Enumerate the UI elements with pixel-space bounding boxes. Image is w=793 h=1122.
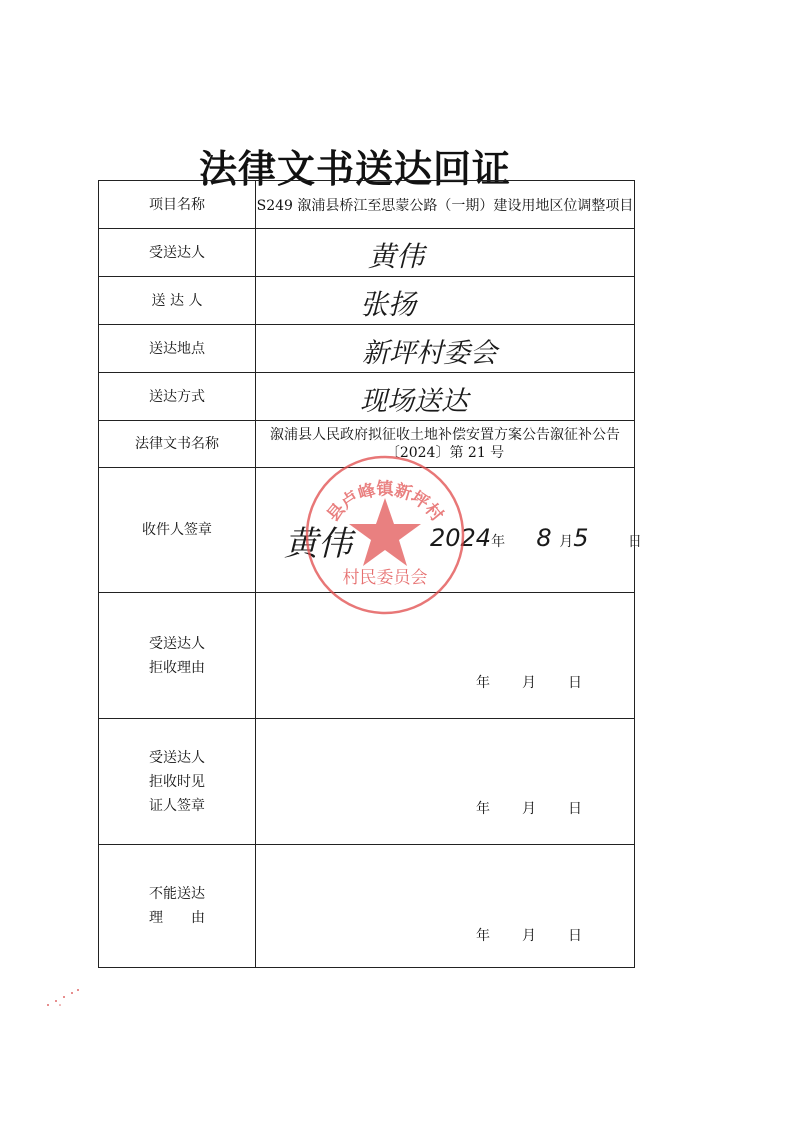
place-value-cell	[256, 325, 635, 373]
row-witness	[99, 719, 635, 845]
server-value-cell	[256, 277, 635, 325]
signature-label: 收件人签章	[99, 468, 256, 593]
recipient-handwriting: 黄伟	[368, 240, 425, 273]
witness-date	[476, 798, 582, 818]
signature-year-unit: 年	[491, 534, 506, 550]
signature-month-unit: 月	[559, 534, 574, 550]
witness-label-line2: 拒收时见	[149, 773, 205, 790]
row-place	[99, 325, 635, 373]
project-name-label: 项目名称	[99, 181, 256, 229]
witness-label	[99, 719, 256, 845]
refusal-day: 日	[568, 675, 582, 691]
recipient-label: 受送达人	[99, 229, 256, 277]
unable-label-line2: 理 由	[149, 910, 205, 926]
server-handwriting: 张扬	[360, 288, 417, 321]
refusal-label-line1: 受送达人	[149, 635, 205, 652]
witness-year: 年	[476, 801, 490, 817]
refusal-label-line2: 拒收理由	[149, 659, 205, 676]
project-name-value: S249 溆浦县桥江至思蒙公路（一期）建设用地区位调整项目	[256, 181, 635, 229]
witness-month: 月	[522, 801, 536, 817]
document-name-line2: 〔2024〕第 21 号	[385, 445, 505, 461]
signature-day-unit: 日	[627, 534, 642, 550]
row-server	[99, 277, 635, 325]
signature-year-hw: 2024	[430, 524, 492, 552]
row-method	[99, 373, 635, 421]
document-title: 法律文书送达回证	[198, 146, 511, 191]
refusal-label	[99, 593, 256, 719]
witness-label-line1: 受送达人	[149, 749, 205, 766]
row-unable	[99, 845, 635, 968]
seal-top-text: 县卢峰镇新坪村	[323, 479, 447, 526]
unable-year: 年	[476, 928, 490, 944]
witness-day: 日	[568, 801, 582, 817]
unable-label	[99, 845, 256, 968]
place-handwriting: 新坪村委会	[362, 338, 497, 369]
method-value-cell	[256, 373, 635, 421]
signature-month-hw: 8	[536, 524, 552, 552]
place-label: 送达地点	[99, 325, 256, 373]
recipient-value-cell	[256, 229, 635, 277]
unable-date	[476, 925, 582, 945]
unable-month: 月	[522, 928, 536, 944]
seal-bottom-text: 村民委员会	[342, 568, 428, 588]
method-handwriting: 现场送达	[360, 386, 468, 417]
document-name-label: 法律文书名称	[99, 421, 256, 468]
method-label: 送达方式	[99, 373, 256, 421]
scan-specks	[38, 985, 98, 1015]
witness-value-cell	[256, 719, 635, 845]
refusal-month: 月	[522, 675, 536, 691]
signature-day-hw: 5	[573, 524, 589, 552]
row-project	[99, 181, 635, 229]
refusal-date	[476, 672, 582, 692]
row-recipient	[99, 229, 635, 277]
document-name-line1: 溆浦县人民政府拟征收土地补偿安置方案公告溆征补公告	[270, 427, 620, 443]
server-label: 送 达 人	[99, 277, 256, 325]
refusal-year: 年	[476, 675, 490, 691]
unable-value-cell	[256, 845, 635, 968]
witness-label-line3: 证人签章	[149, 797, 205, 814]
official-seal-stamp	[300, 450, 470, 620]
unable-day: 日	[568, 928, 582, 944]
unable-label-line1: 不能送达	[149, 886, 205, 902]
signature-handwriting: 黄伟	[284, 524, 352, 564]
